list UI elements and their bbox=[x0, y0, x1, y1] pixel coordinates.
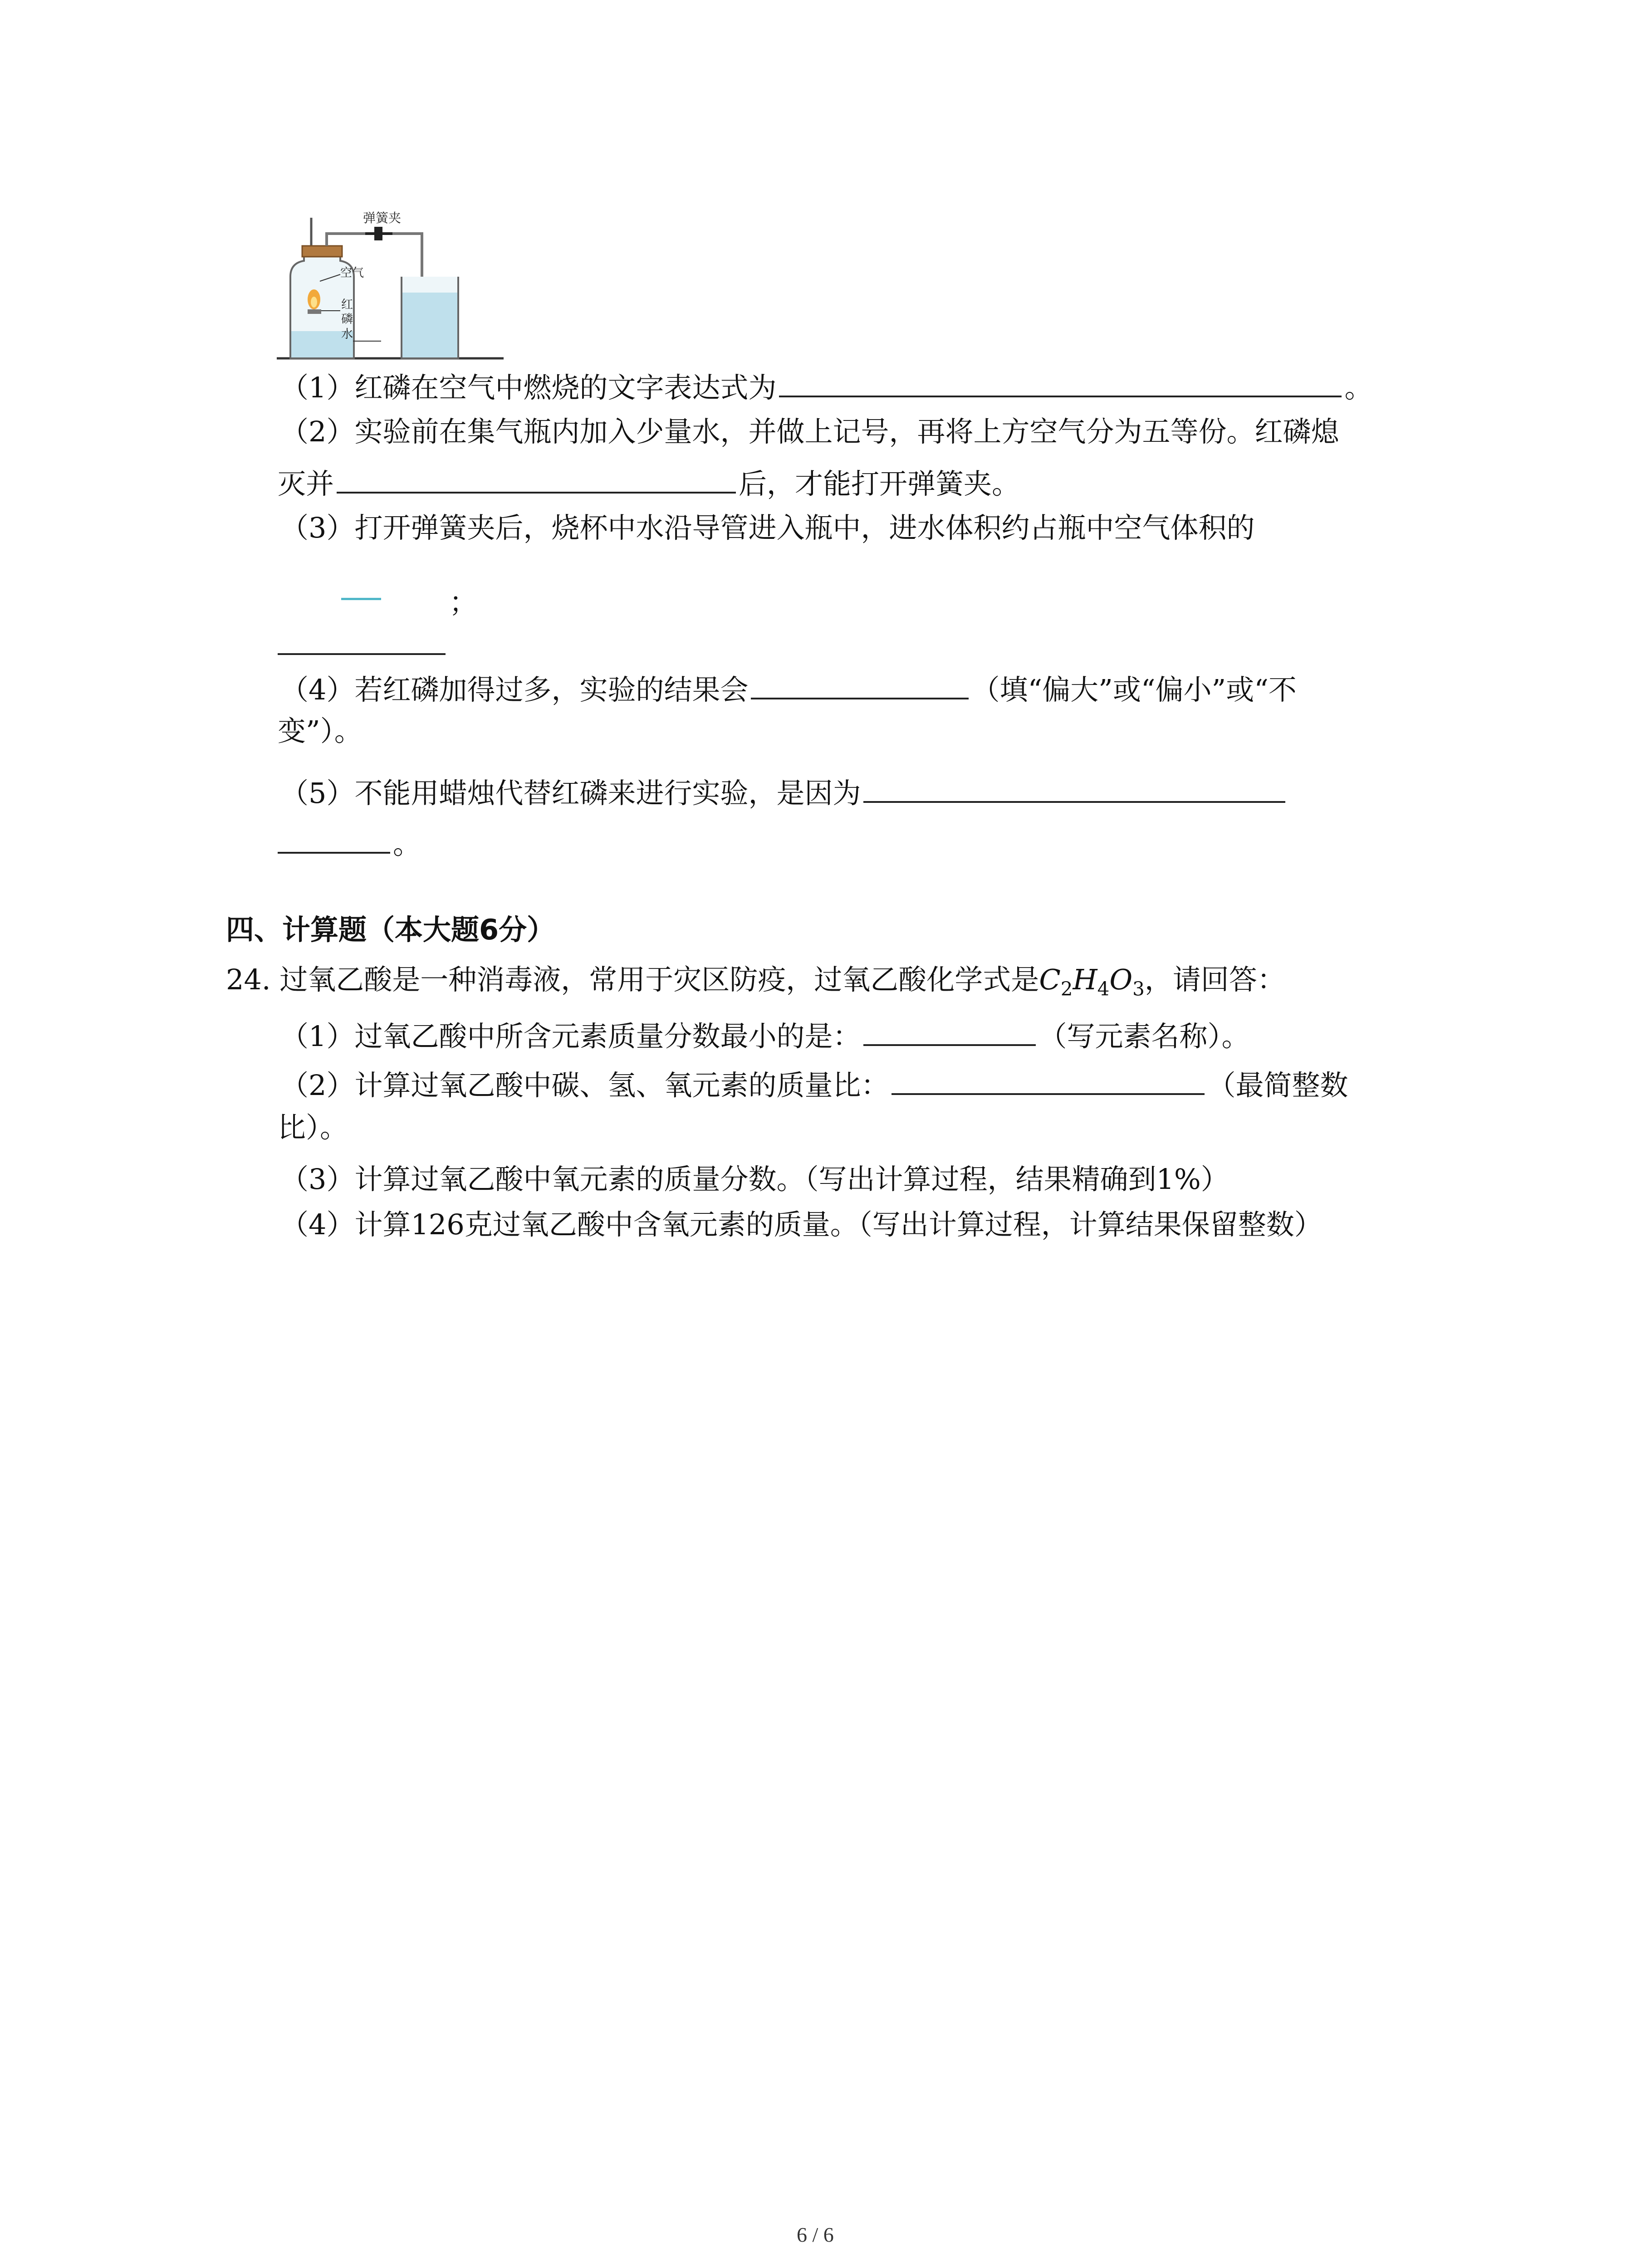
q23-part5 bbox=[280, 773, 1288, 809]
q24-part4: （4）计算126克过氧乙酸中含氧元素的质量。（写出计算过程，计算结果保留整数） bbox=[280, 1208, 1323, 1241]
q23-part4-end: （填“偏大”或“偏小”或“不 bbox=[971, 673, 1297, 706]
q24-part1-end: （写元素名称）。 bbox=[1038, 1020, 1250, 1053]
q23-part3-semicolon: ； bbox=[449, 586, 478, 619]
q24-intro-start: 24. 过氧乙酸是一种消毒液，常用于灾区防疫，过氧乙酸化学式是 bbox=[226, 963, 1039, 996]
chemical-formula: $C_2H_4O_3$ bbox=[1039, 963, 1145, 1000]
q24-part2-end: （最简整数 bbox=[1207, 1069, 1348, 1102]
figure-label-clamp: 弹簧夹 bbox=[363, 210, 402, 225]
q23-part2-end: 后，才能打开弹簧夹。 bbox=[739, 467, 1020, 500]
section4-heading: 四、计算题（本大题6分） bbox=[226, 913, 555, 946]
q23-part2-answer-blank[interactable] bbox=[337, 464, 736, 494]
q23-part1-text: （1）红磷在空气中燃烧的文字表达式为 bbox=[280, 371, 777, 404]
q23-part5-answer-blank[interactable] bbox=[863, 773, 1285, 803]
page-number: 6 / 6 bbox=[797, 2223, 834, 2246]
q24-part1-answer-blank[interactable] bbox=[863, 1016, 1036, 1046]
q24-part2-answer-blank[interactable] bbox=[892, 1065, 1205, 1095]
apparatus-figure bbox=[272, 209, 508, 363]
q24-part2-start: （2）计算过氧乙酸中碳、氢、氧元素的质量比： bbox=[280, 1069, 889, 1102]
figure-label-water: 水 bbox=[341, 327, 353, 341]
q23-part3-text: （3）打开弹簧夹后，烧杯中水沿导管进入瓶中，进水体积约占瓶中空气体积的 bbox=[280, 511, 1255, 544]
figure-label-air: 空气 bbox=[340, 266, 364, 280]
figure-label-red: 红 bbox=[341, 298, 353, 312]
q23-part2-start: 灭并 bbox=[278, 467, 334, 500]
q24-part3: （3）计算过氧乙酸中氧元素的质量分数。（写出计算过程，结果精确到1%） bbox=[280, 1163, 1229, 1196]
q23-part1 bbox=[280, 367, 1372, 404]
q24-part2 bbox=[280, 1065, 1348, 1101]
q23-part5-line2 bbox=[278, 824, 421, 860]
q23-part3-answer-blank[interactable] bbox=[278, 653, 446, 655]
q24-part1-start: （1）过氧乙酸中所含元素质量分数最小的是： bbox=[280, 1020, 861, 1053]
q23-part2-line1: （2）实验前在集气瓶内加入少量水，并做上记号，再将上方空气分为五等份。红磷熄 bbox=[280, 415, 1339, 448]
q24-intro-end: ，请回答： bbox=[1144, 963, 1285, 996]
q23-part4 bbox=[280, 670, 1297, 706]
q23-part1-end: 。 bbox=[1344, 371, 1373, 404]
q23-part5-end: 。 bbox=[393, 827, 421, 860]
q23-part1-answer-blank[interactable] bbox=[779, 367, 1342, 397]
q24-intro bbox=[226, 962, 1285, 998]
fraction-bar bbox=[341, 598, 381, 600]
q24-part1 bbox=[280, 1016, 1249, 1052]
q23-part2-line2 bbox=[278, 464, 1020, 500]
q23-part4-start: （4）若红磷加得过多，实验的结果会 bbox=[280, 673, 749, 706]
q23-part5-answer-blank-2[interactable] bbox=[278, 824, 390, 854]
q24-part2-line2: 比）。 bbox=[278, 1111, 348, 1144]
q23-part5-text: （5）不能用蜡烛代替红磷来进行实验，是因为 bbox=[280, 777, 861, 810]
q23-part4-line2: 变”）。 bbox=[278, 714, 362, 748]
q23-part4-answer-blank[interactable] bbox=[751, 670, 969, 699]
figure-label-phosphorus: 磷 bbox=[341, 313, 353, 326]
